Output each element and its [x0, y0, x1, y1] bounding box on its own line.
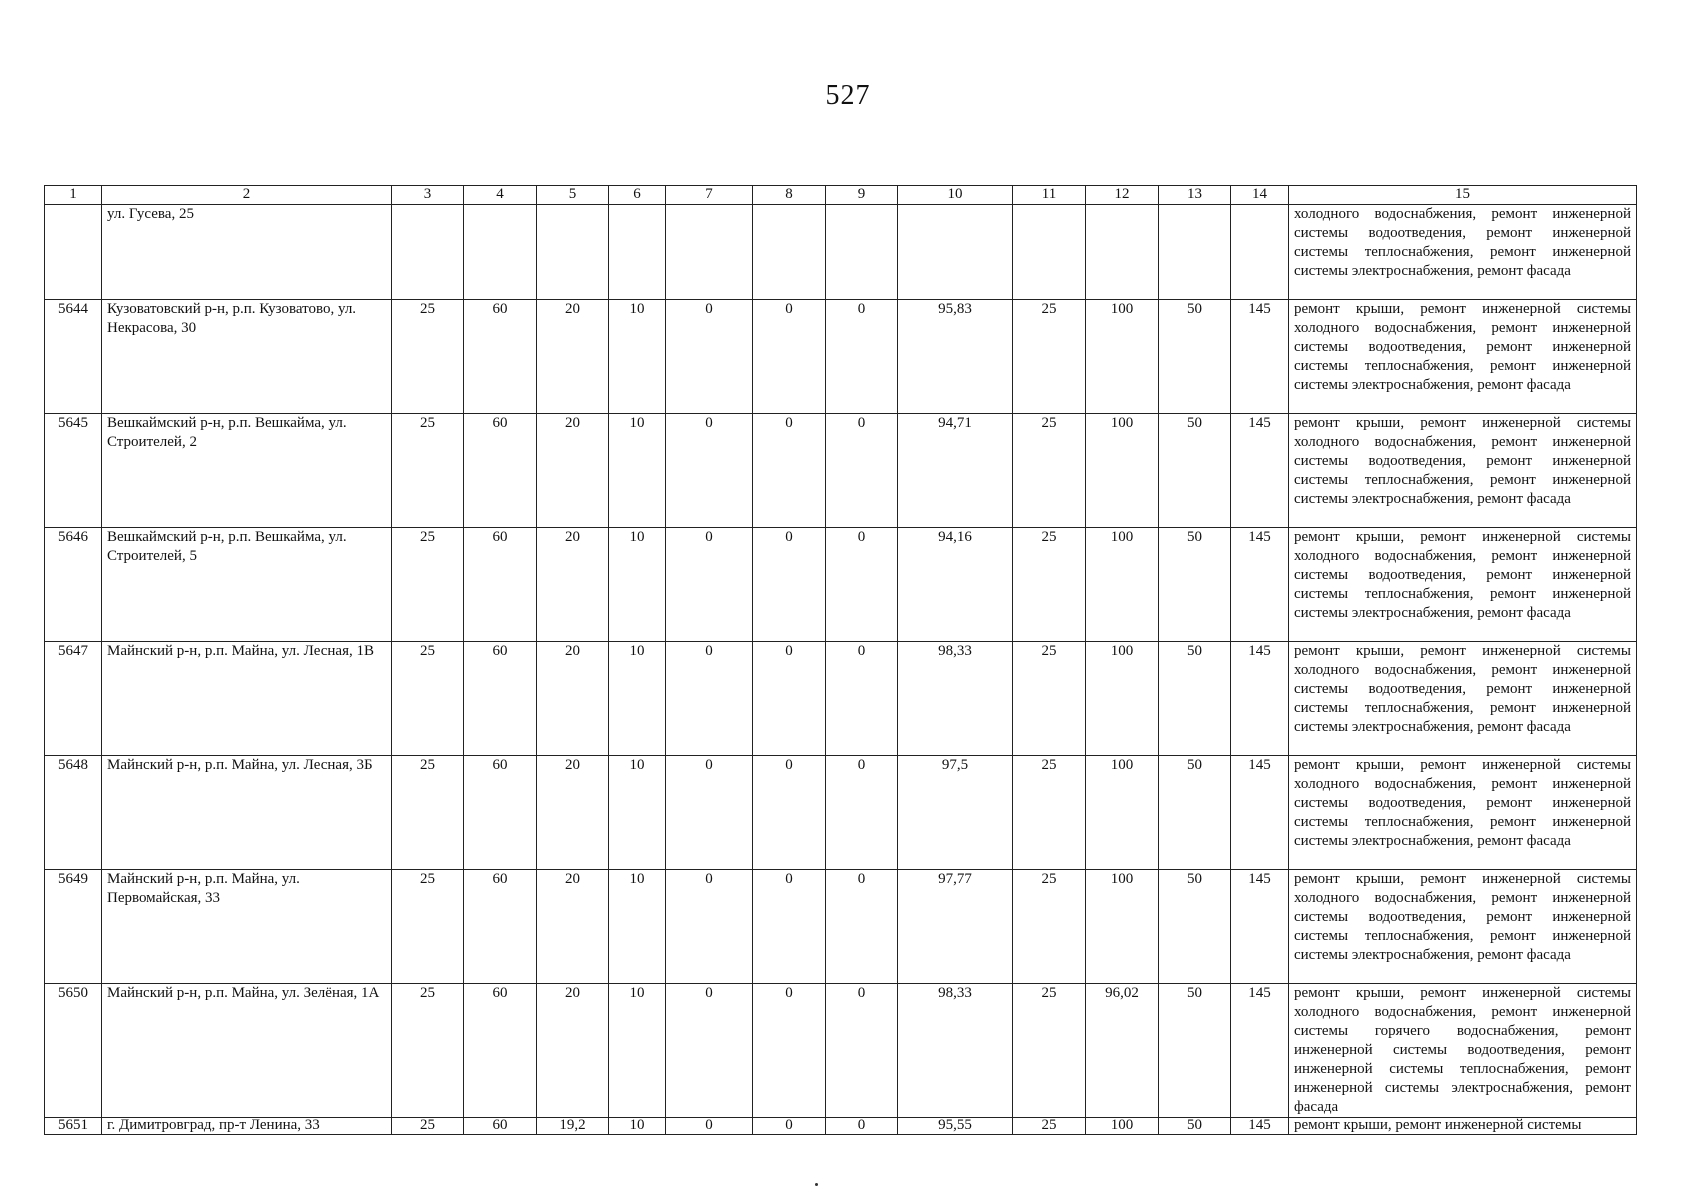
cell-c5: 20: [537, 984, 609, 1118]
cell-c12: 100: [1086, 528, 1159, 642]
cell-c13: [1159, 205, 1231, 300]
row-works: ремонт крыши, ремонт инженерной системы: [1289, 1118, 1637, 1135]
cell-c4: 60: [464, 984, 537, 1118]
row-address: Майнский р-н, р.п. Майна, ул. Первомайская, 33: [102, 870, 392, 984]
row-address: Майнский р-н, р.п. Майна, ул. Лесная, 3Б: [102, 756, 392, 870]
cell-c7: [666, 205, 753, 300]
col-header-13: 13: [1159, 186, 1231, 205]
cell-c11: 25: [1013, 528, 1086, 642]
col-header-14: 14: [1231, 186, 1289, 205]
col-header-3: 3: [392, 186, 464, 205]
cell-c4: 60: [464, 756, 537, 870]
table-row: [45, 984, 1637, 1118]
col-header-15: 15: [1289, 186, 1637, 205]
cell-c6: 10: [609, 870, 666, 984]
col-header-8: 8: [753, 186, 826, 205]
cell-c6: 10: [609, 984, 666, 1118]
cell-c4: [464, 205, 537, 300]
cell-c14: 145: [1231, 300, 1289, 414]
cell-c3: 25: [392, 528, 464, 642]
cell-c8: [753, 205, 826, 300]
cell-c6: 10: [609, 300, 666, 414]
cell-c13: 50: [1159, 300, 1231, 414]
cell-c10: 97,77: [898, 870, 1013, 984]
row-id: 5650: [45, 984, 102, 1118]
cell-c7: 0: [666, 300, 753, 414]
cell-c11: [1013, 205, 1086, 300]
row-works: ремонт крыши, ремонт инженерной системы холодного водоснабжения, ремонт инженерной системы горячего водоснабжения, ремонт инженерной системы водоотведения, ремонт инженерной системы теплоснабжения, ремонт инженерной системы электроснабжения, ремонт фасада: [1289, 984, 1637, 1118]
cell-c6: [609, 205, 666, 300]
cell-c10: 98,33: [898, 642, 1013, 756]
cell-c12: 100: [1086, 642, 1159, 756]
cell-c4: 60: [464, 642, 537, 756]
cell-c11: 25: [1013, 756, 1086, 870]
cell-c10: 94,71: [898, 414, 1013, 528]
cell-c12: 100: [1086, 870, 1159, 984]
cell-c3: 25: [392, 300, 464, 414]
row-address: г. Димитровград, пр-т Ленина, 33: [102, 1118, 392, 1135]
cell-c5: 20: [537, 528, 609, 642]
cell-c10: [898, 205, 1013, 300]
cell-c5: 20: [537, 870, 609, 984]
cell-c8: 0: [753, 756, 826, 870]
cell-c14: 145: [1231, 642, 1289, 756]
col-header-2: 2: [102, 186, 392, 205]
row-works: ремонт крыши, ремонт инженерной системы холодного водоснабжения, ремонт инженерной системы водоотведения, ремонт инженерной системы теплоснабжения, ремонт инженерной системы электроснабжения, ремонт фасада: [1289, 642, 1637, 756]
table-row: [45, 300, 1637, 414]
cell-c4: 60: [464, 528, 537, 642]
row-works: ремонт крыши, ремонт инженерной системы холодного водоснабжения, ремонт инженерной системы водоотведения, ремонт инженерной системы теплоснабжения, ремонт инженерной системы электроснабжения, ремонт фасада: [1289, 756, 1637, 870]
cell-c5: [537, 205, 609, 300]
cell-c9: 0: [826, 870, 898, 984]
cell-c10: 98,33: [898, 984, 1013, 1118]
cell-c9: [826, 205, 898, 300]
row-id: 5645: [45, 414, 102, 528]
cell-c9: 0: [826, 528, 898, 642]
cell-c8: 0: [753, 984, 826, 1118]
registry-table: [44, 185, 1637, 1135]
cell-c7: 0: [666, 528, 753, 642]
cell-c10: 97,5: [898, 756, 1013, 870]
col-header-9: 9: [826, 186, 898, 205]
col-header-6: 6: [609, 186, 666, 205]
cell-c3: 25: [392, 984, 464, 1118]
cell-c9: 0: [826, 414, 898, 528]
cell-c3: [392, 205, 464, 300]
table-row: [45, 756, 1637, 870]
cell-c8: 0: [753, 414, 826, 528]
col-header-7: 7: [666, 186, 753, 205]
cell-c6: 10: [609, 1118, 666, 1135]
table-row: [45, 1118, 1637, 1135]
cell-c12: [1086, 205, 1159, 300]
cell-c11: 25: [1013, 642, 1086, 756]
cell-c11: 25: [1013, 984, 1086, 1118]
cell-c9: 0: [826, 642, 898, 756]
cell-c6: 10: [609, 528, 666, 642]
cell-c3: 25: [392, 642, 464, 756]
cell-c12: 100: [1086, 300, 1159, 414]
cell-c12: 96,02: [1086, 984, 1159, 1118]
row-id: [45, 205, 102, 300]
col-header-5: 5: [537, 186, 609, 205]
cell-c11: 25: [1013, 1118, 1086, 1135]
cell-c9: 0: [826, 756, 898, 870]
cell-c6: 10: [609, 414, 666, 528]
col-header-10: 10: [898, 186, 1013, 205]
cell-c9: 0: [826, 1118, 898, 1135]
cell-c3: 25: [392, 870, 464, 984]
cell-c6: 10: [609, 756, 666, 870]
cell-c8: 0: [753, 1118, 826, 1135]
cell-c12: 100: [1086, 1118, 1159, 1135]
cell-c5: 20: [537, 756, 609, 870]
cell-c14: 145: [1231, 414, 1289, 528]
row-id: 5646: [45, 528, 102, 642]
cell-c5: 19,2: [537, 1118, 609, 1135]
cell-c10: 95,83: [898, 300, 1013, 414]
cell-c14: 145: [1231, 756, 1289, 870]
cell-c7: 0: [666, 756, 753, 870]
cell-c4: 60: [464, 300, 537, 414]
cell-c14: 145: [1231, 984, 1289, 1118]
row-works: ремонт крыши, ремонт инженерной системы холодного водоснабжения, ремонт инженерной системы водоотведения, ремонт инженерной системы теплоснабжения, ремонт инженерной системы электроснабжения, ремонт фасада: [1289, 300, 1637, 414]
row-address: Майнский р-н, р.п. Майна, ул. Зелёная, 1А: [102, 984, 392, 1118]
cell-c14: 145: [1231, 528, 1289, 642]
table-row: [45, 414, 1637, 528]
row-address: Кузоватовский р-н, р.п. Кузоватово, ул. Некрасова, 30: [102, 300, 392, 414]
cell-c4: 60: [464, 870, 537, 984]
cell-c8: 0: [753, 528, 826, 642]
cell-c14: 145: [1231, 1118, 1289, 1135]
row-id: 5649: [45, 870, 102, 984]
cell-c5: 20: [537, 300, 609, 414]
cell-c12: 100: [1086, 414, 1159, 528]
cell-c13: 50: [1159, 414, 1231, 528]
col-header-11: 11: [1013, 186, 1086, 205]
row-address: Майнский р-н, р.п. Майна, ул. Лесная, 1В: [102, 642, 392, 756]
cell-c7: 0: [666, 642, 753, 756]
cell-c13: 50: [1159, 528, 1231, 642]
cell-c5: 20: [537, 642, 609, 756]
cell-c13: 50: [1159, 1118, 1231, 1135]
cell-c8: 0: [753, 870, 826, 984]
cell-c14: 145: [1231, 870, 1289, 984]
cell-c7: 0: [666, 1118, 753, 1135]
row-id: 5648: [45, 756, 102, 870]
cell-c10: 95,55: [898, 1118, 1013, 1135]
cell-c7: 0: [666, 414, 753, 528]
cell-c11: 25: [1013, 300, 1086, 414]
cell-c11: 25: [1013, 414, 1086, 528]
row-address: Вешкаймский р-н, р.п. Вешкайма, ул. Строителей, 2: [102, 414, 392, 528]
cell-c14: [1231, 205, 1289, 300]
cell-c10: 94,16: [898, 528, 1013, 642]
cell-c11: 25: [1013, 870, 1086, 984]
row-address: Вешкаймский р-н, р.п. Вешкайма, ул. Строителей, 5: [102, 528, 392, 642]
table-row: [45, 870, 1637, 984]
cell-c13: 50: [1159, 756, 1231, 870]
col-header-4: 4: [464, 186, 537, 205]
cell-c8: 0: [753, 300, 826, 414]
row-id: 5647: [45, 642, 102, 756]
row-address: ул. Гусева, 25: [102, 205, 392, 300]
cell-c4: 60: [464, 414, 537, 528]
cell-c9: 0: [826, 984, 898, 1118]
col-header-1: 1: [45, 186, 102, 205]
page-number: 527: [825, 80, 871, 111]
row-works: холодного водоснабжения, ремонт инженерной системы водоотведения, ремонт инженерной системы теплоснабжения, ремонт инженерной системы электроснабжения, ремонт фасада: [1289, 205, 1637, 300]
table-row: [45, 205, 1637, 300]
cell-c3: 25: [392, 756, 464, 870]
table-row: [45, 528, 1637, 642]
row-id: 5644: [45, 300, 102, 414]
cell-c6: 10: [609, 642, 666, 756]
cell-c3: 25: [392, 1118, 464, 1135]
cell-c13: 50: [1159, 984, 1231, 1118]
header-row: [45, 186, 1637, 205]
col-header-12: 12: [1086, 186, 1159, 205]
cell-c12: 100: [1086, 756, 1159, 870]
row-works: ремонт крыши, ремонт инженерной системы холодного водоснабжения, ремонт инженерной системы водоотведения, ремонт инженерной системы теплоснабжения, ремонт инженерной системы электроснабжения, ремонт фасада: [1289, 870, 1637, 984]
row-works: ремонт крыши, ремонт инженерной системы холодного водоснабжения, ремонт инженерной системы водоотведения, ремонт инженерной системы теплоснабжения, ремонт инженерной системы электроснабжения, ремонт фасада: [1289, 528, 1637, 642]
cell-c3: 25: [392, 414, 464, 528]
cell-c4: 60: [464, 1118, 537, 1135]
cell-c7: 0: [666, 984, 753, 1118]
cell-c7: 0: [666, 870, 753, 984]
cell-c8: 0: [753, 642, 826, 756]
row-works: ремонт крыши, ремонт инженерной системы холодного водоснабжения, ремонт инженерной системы водоотведения, ремонт инженерной системы теплоснабжения, ремонт инженерной системы электроснабжения, ремонт фасада: [1289, 414, 1637, 528]
row-id: 5651: [45, 1118, 102, 1135]
cell-c13: 50: [1159, 870, 1231, 984]
cell-c5: 20: [537, 414, 609, 528]
table-row: [45, 642, 1637, 756]
scan-speck: [815, 1183, 818, 1186]
cell-c9: 0: [826, 300, 898, 414]
cell-c13: 50: [1159, 642, 1231, 756]
